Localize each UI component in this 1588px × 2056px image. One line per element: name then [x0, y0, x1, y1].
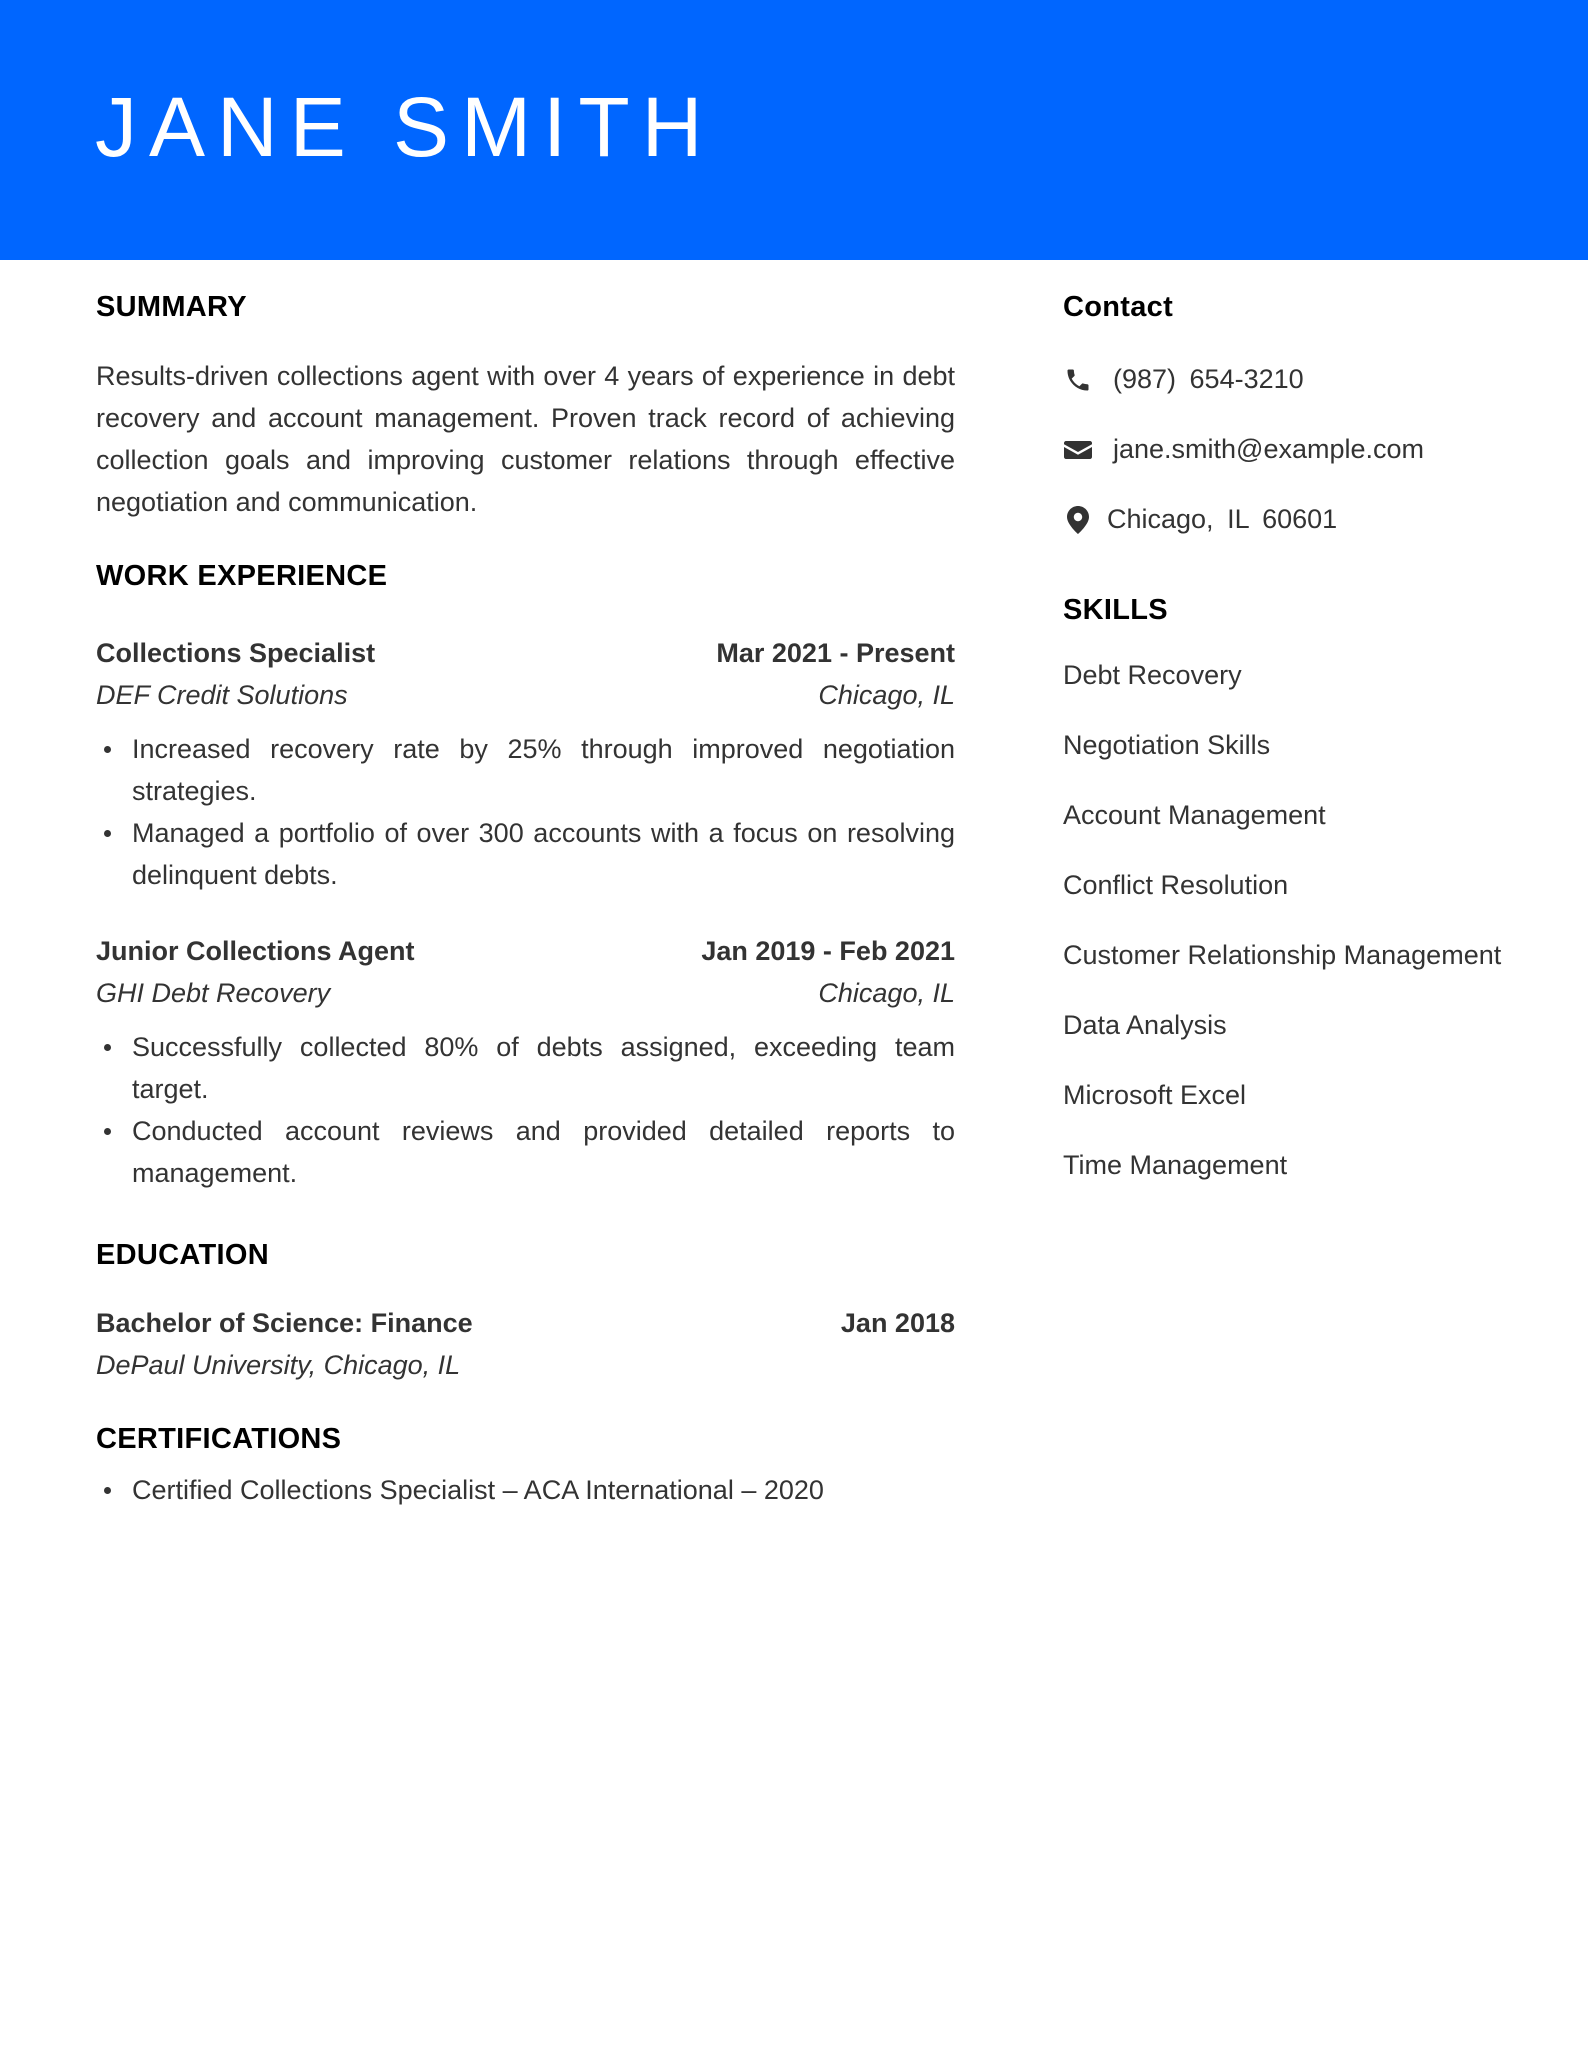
phone-number[interactable]: (987) 654-3210 [1113, 364, 1304, 395]
skill-item: Time Management [1063, 1149, 1288, 1180]
skill-item: Microsoft Excel [1063, 1079, 1247, 1110]
job-location: Chicago, IL [818, 977, 955, 1008]
phone-icon [1063, 365, 1093, 395]
skills-heading: SKILLS [1063, 593, 1168, 626]
work-experience-section [96, 559, 955, 1194]
job-company: GHI Debt Recovery [96, 977, 331, 1008]
summary-section [96, 290, 955, 523]
skills-list [1063, 654, 1523, 1186]
envelope-icon [1063, 435, 1093, 465]
location-text: Chicago, IL 60601 [1107, 504, 1338, 535]
job-dates: Mar 2021 - Present [716, 637, 955, 668]
job-bullet: Conducted account reviews and provided detailed reports to management. [96, 1110, 955, 1194]
job-bullet: Increased recovery rate by 25% through improved negotiation strategies. [96, 728, 955, 812]
education-heading: EDUCATION [96, 1238, 269, 1271]
skill-item: Debt Recovery [1063, 659, 1242, 690]
job-bullets [96, 728, 955, 896]
job-dates: Jan 2019 - Feb 2021 [701, 935, 955, 966]
job-entry [96, 930, 955, 1194]
contact-phone [1063, 359, 1523, 401]
certifications-heading: CERTIFICATIONS [96, 1423, 342, 1456]
skill-item: Conflict Resolution [1063, 869, 1289, 900]
main-column [96, 290, 955, 1511]
job-bullet: Successfully collected 80% of debts assigned, exceeding team target. [96, 1026, 955, 1110]
degree: Bachelor of Science: Finance [96, 1308, 473, 1339]
skill-item: Customer Relationship Management [1063, 939, 1502, 970]
job-title: Junior Collections Agent [96, 935, 415, 966]
contact-location [1063, 499, 1523, 541]
candidate-name: JANE SMITH [95, 80, 715, 174]
map-pin-icon [1063, 505, 1093, 535]
summary-heading: SUMMARY [96, 291, 247, 323]
job-location: Chicago, IL [818, 679, 955, 710]
header-banner [0, 0, 1588, 260]
job-entry [96, 632, 955, 896]
school: DePaul University, Chicago, IL [96, 1350, 461, 1381]
education-date: Jan 2018 [840, 1308, 955, 1339]
skill-item: Negotiation Skills [1063, 729, 1271, 760]
contact-email [1063, 429, 1523, 471]
contact-section [1063, 290, 1523, 541]
education-section [96, 1238, 955, 1387]
work-experience-heading: WORK EXPERIENCE [96, 559, 388, 592]
certification-item: Certified Collections Specialist – ACA International – 2020 [96, 1469, 955, 1511]
skills-section [1063, 593, 1523, 1186]
job-title: Collections Specialist [96, 637, 376, 668]
sidebar-column [1063, 290, 1523, 1214]
skill-item: Data Analysis [1063, 1009, 1227, 1040]
job-bullets [96, 1026, 955, 1194]
contact-heading: Contact [1063, 291, 1174, 323]
contact-list [1063, 359, 1523, 541]
skill-item: Account Management [1063, 799, 1326, 830]
job-company: DEF Credit Solutions [96, 679, 348, 710]
education-entry [96, 1302, 955, 1386]
email-address[interactable]: jane.smith@example.com [1113, 434, 1425, 465]
summary-text: Results-driven collections agent with over 4 years of experience in debt recovery and account management. Proven track record of achieving collection goals and improving customer relations through effective negotiation and communication. [96, 360, 955, 517]
certifications-section [96, 1422, 955, 1511]
job-bullet: Managed a portfolio of over 300 accounts with a focus on resolving delinquent debts. [96, 812, 955, 896]
certifications-list [96, 1469, 955, 1511]
